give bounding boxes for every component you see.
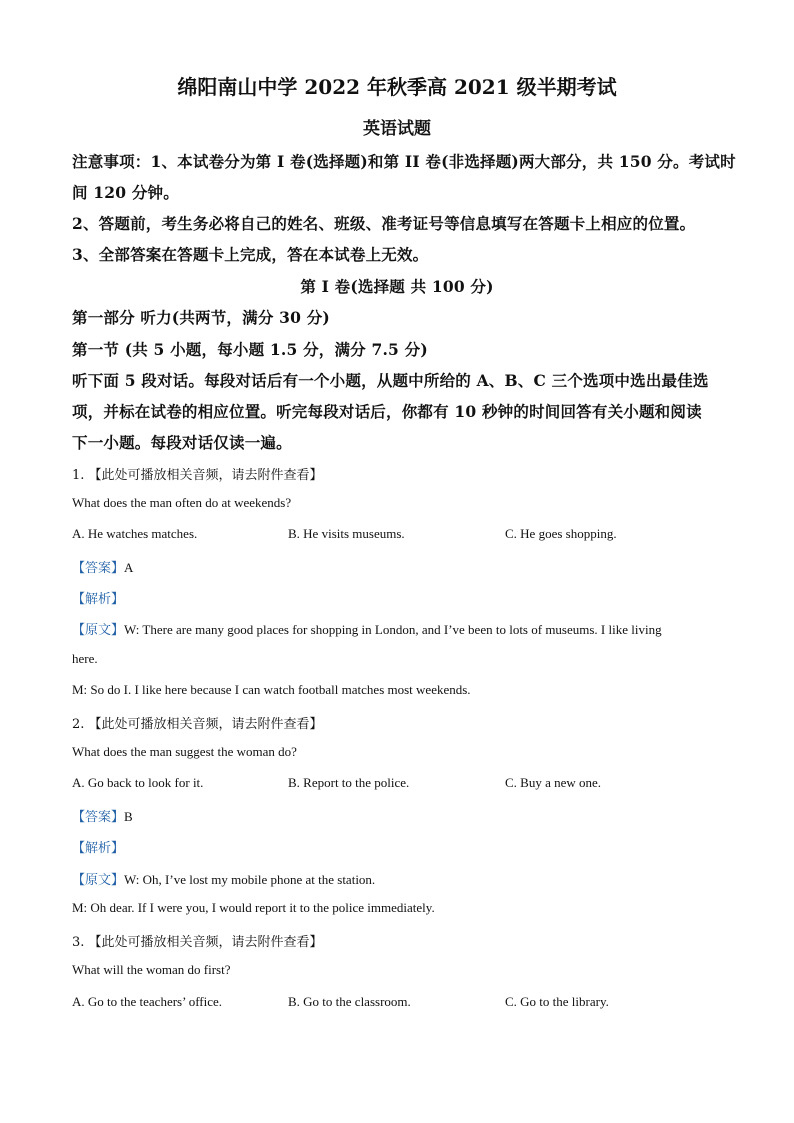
audio-note-link[interactable]: 3. 【此处可播放相关音频，请去附件查看】 [72,935,323,950]
question-text: What does the man often do at weekends? [72,495,292,510]
page-title: 绵阳南山中学 2022 年秋季高 2021 级半期考试 [177,75,617,99]
transcript-woman-cont: here. [72,651,98,666]
notice-line-3: 2、答题前，考生务必将自己的姓名、班级、准考证号等信息填写在答题卡上相应的位置。 [72,214,696,233]
option-a: A. He watches matches. [72,526,198,541]
question-text: What will the woman do first? [72,962,231,977]
option-c: C. Buy a new one. [505,775,602,790]
answer-label: 【答案】 [72,810,125,825]
option-c: C. Go to the library. [505,994,609,1009]
analysis-label: 【解析】 [72,841,125,856]
transcript-woman: W: Oh, I’ve lost my mobile phone at the station. [124,872,376,887]
answer-label: 【答案】 [72,561,125,576]
option-a: A. Go back to look for it. [72,775,204,790]
section-heading: 第一节 (共 5 小题，每小题 1.5 分，满分 7.5 分) [72,340,428,359]
page-subtitle: 英语试题 [363,119,431,139]
instruction-line-2: 项，并标在试卷的相应位置。听完每段对话后，你都有 10 秒钟的时间回答有关小题和阅读 [72,402,702,421]
volume-heading: 第 I 卷(选择题 共 100 分) [300,277,494,296]
instruction-line-1: 听下面 5 段对话。每段对话后有一个小题，从题中所给的 A、B、C 三个选项中选出最佳选 [72,371,709,390]
analysis-label: 【解析】 [72,592,125,607]
answer-value: A [124,560,134,575]
notice-line-2: 间 120 分钟。 [72,183,179,202]
option-a: A. Go to the teachers’ office. [72,994,223,1009]
answer-line [72,557,133,576]
original-label: 【原文】 [72,623,125,638]
part-heading: 第一部分 听力(共两节，满分 30 分) [72,308,330,327]
instruction-line-3: 下一小题。每段对话仅读一遍。 [72,433,292,452]
transcript-line [72,869,375,888]
original-label: 【原文】 [72,873,125,888]
transcript-line [72,619,662,638]
option-b: B. Go to the classroom. [288,994,411,1009]
transcript-man: M: So do I. I like here because I can watch football matches most weekends. [72,682,471,697]
answer-value: B [124,809,133,824]
notice-line-1: 注意事项：1、本试卷分为第 I 卷(选择题)和第 II 卷(非选择题)两大部分，共 150 分。考试时 [72,152,736,171]
question-text: What does the man suggest the woman do? [72,744,297,759]
option-b: B. He visits museums. [288,526,405,541]
option-c: C. He goes shopping. [505,526,617,541]
audio-note-link[interactable]: 2. 【此处可播放相关音频，请去附件查看】 [72,717,323,732]
audio-note-link[interactable]: 1. 【此处可播放相关音频，请去附件查看】 [72,468,323,483]
notice-line-4: 3、全部答案在答题卡上完成，答在本试卷上无效。 [72,245,429,264]
answer-line [72,806,133,825]
option-b: B. Report to the police. [288,775,410,790]
transcript-woman: W: There are many good places for shopping in London, and I’ve been to lots of museums. I like living [124,622,662,637]
analysis-line [72,837,124,856]
transcript-man: M: Oh dear. If I were you, I would report it to the police immediately. [72,900,435,915]
analysis-line [72,588,124,607]
